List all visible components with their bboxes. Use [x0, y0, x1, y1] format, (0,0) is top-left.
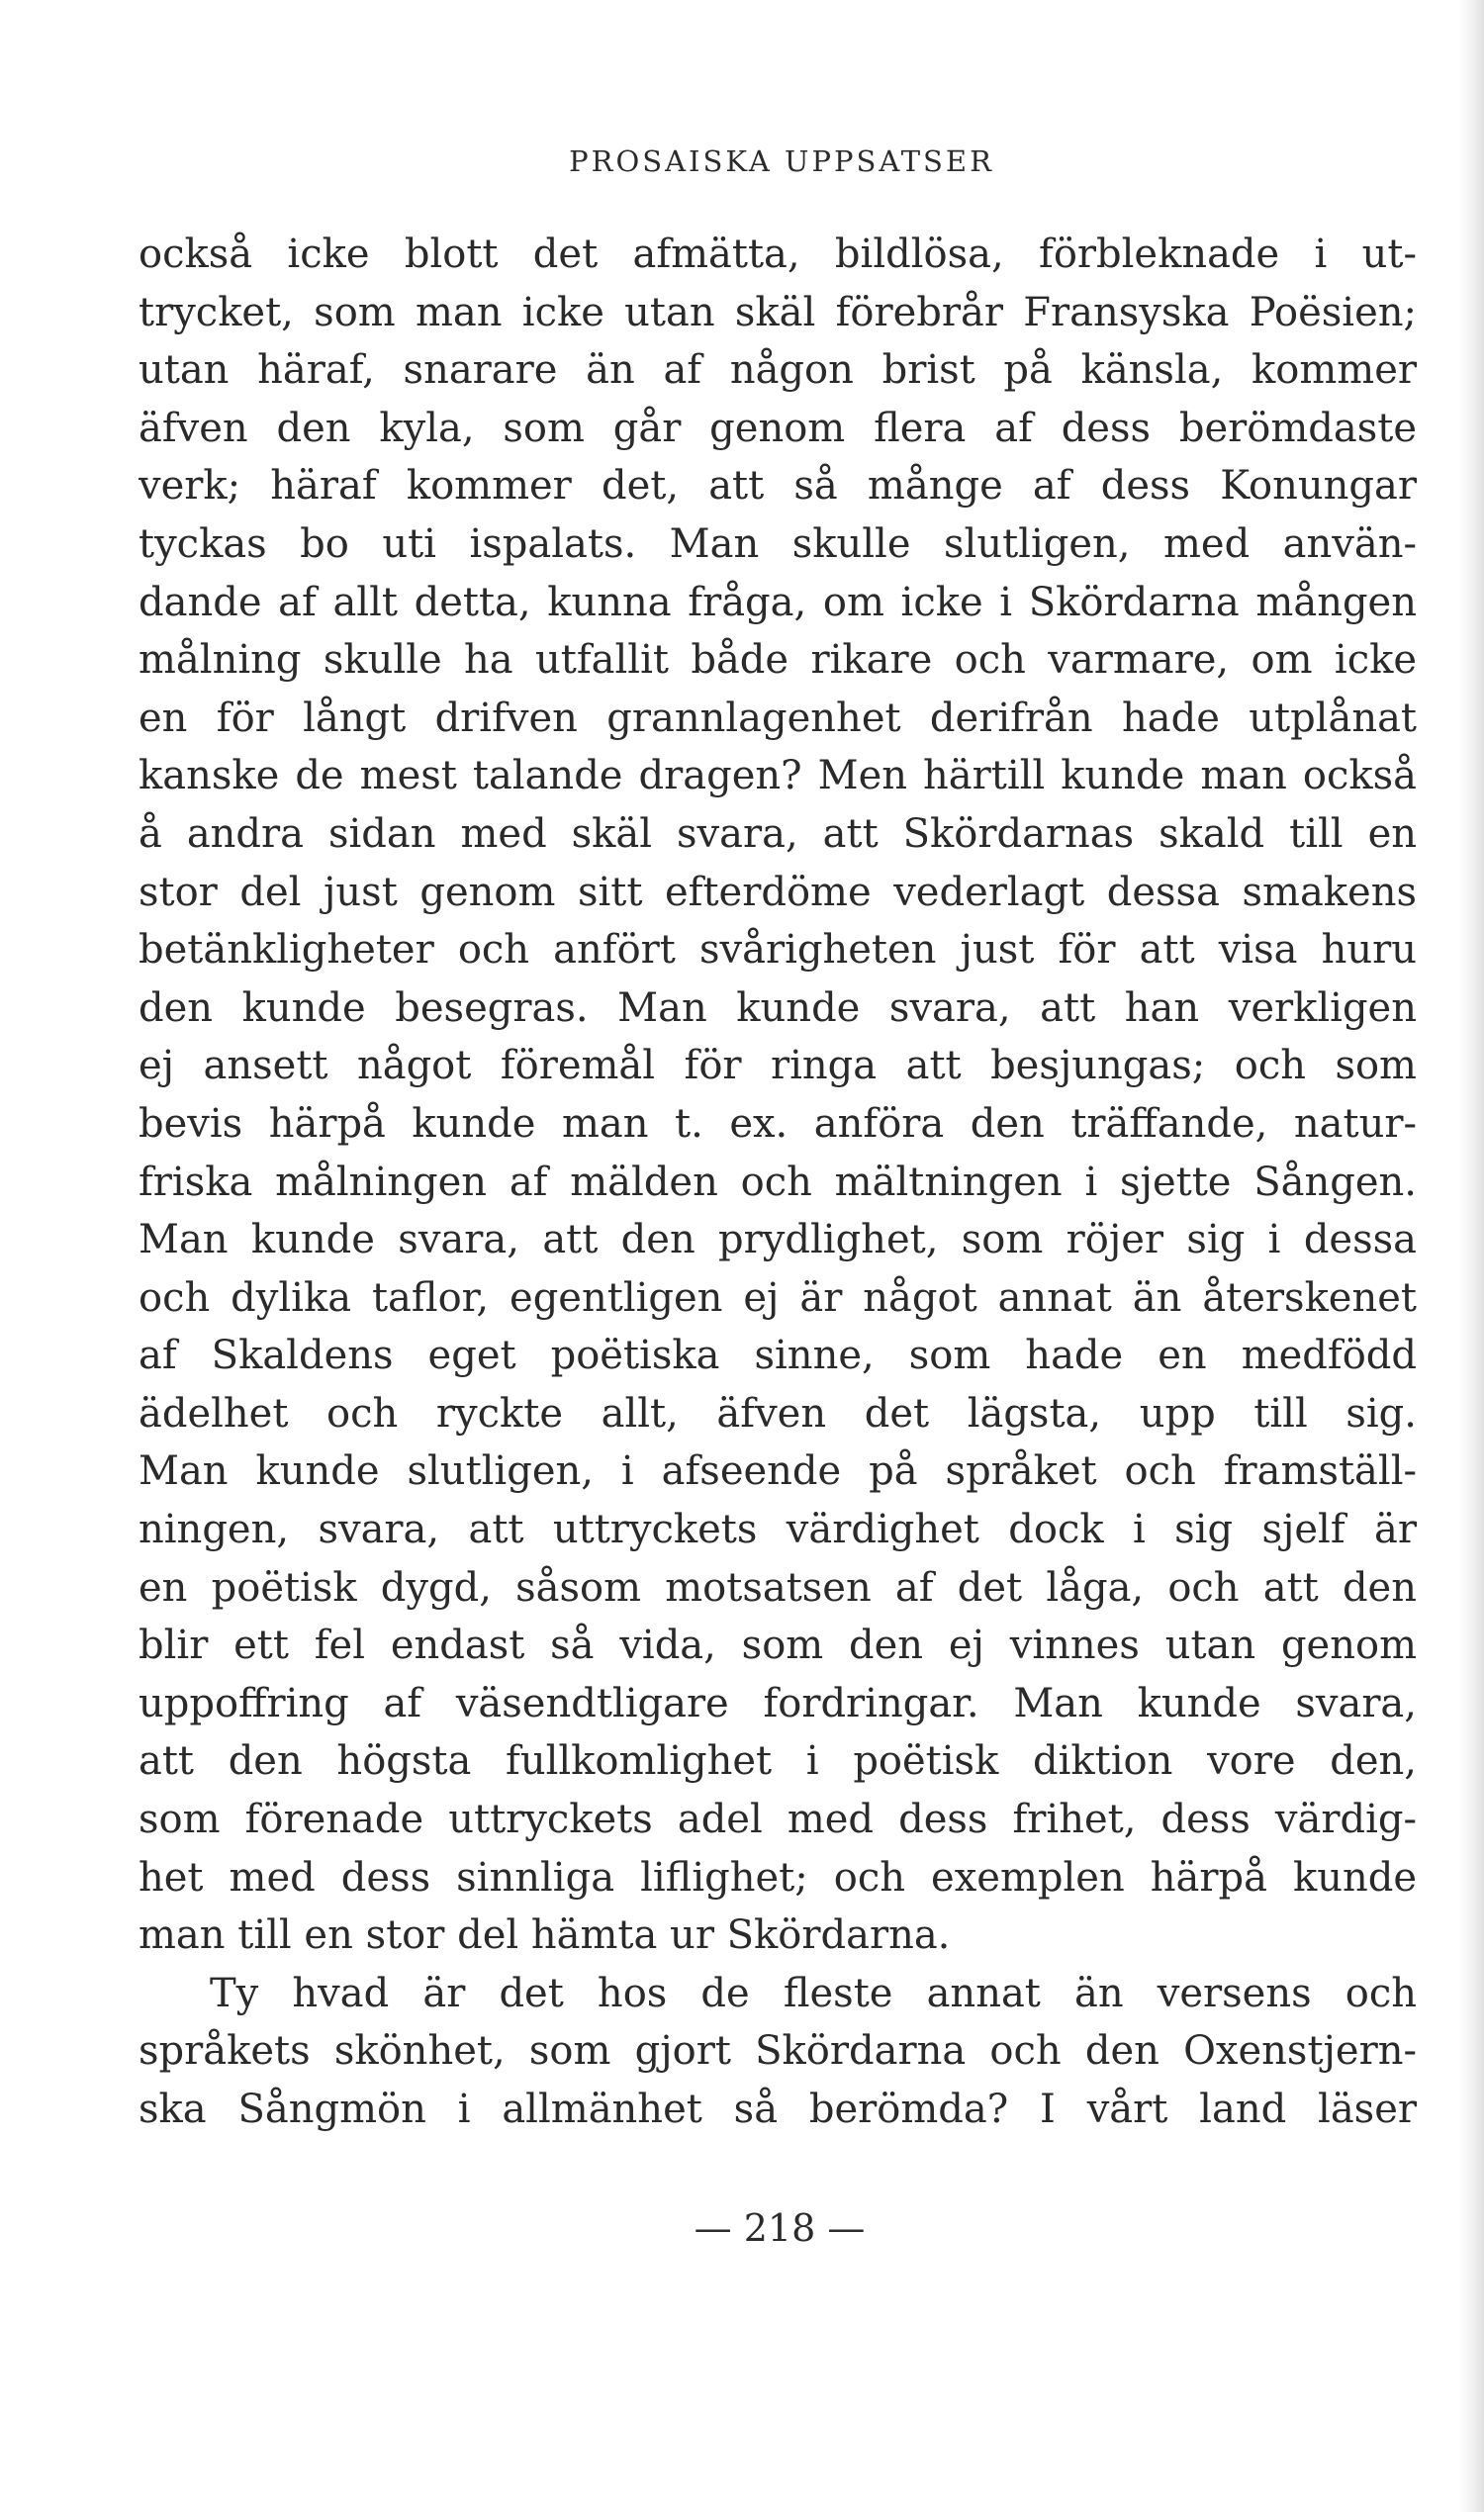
text-line: af Skaldens eget poëtiska sinne, som hade en medfödd [139, 1333, 1417, 1379]
text-line: Man kunde slutligen, i afseende på språket och framställ- [139, 1448, 1417, 1495]
running-head: PROSAISKA UPPSATSER [569, 144, 994, 178]
page-edge-shadow [1458, 0, 1484, 2512]
text-line: Man kunde svara, att den prydlighet, som röjer sig i dessa [139, 1217, 1417, 1263]
text-line: blir ett fel endast så vida, som den ej vinnes utan genom [139, 1623, 1417, 1669]
text-line: Ty hvad är det hos de fleste annat än versens och [210, 1970, 1417, 2016]
text-line: man till en stor del hämta ur Skördarna. [139, 1912, 951, 1959]
text-line: målning skulle ha utfallit både rikare och varmare, om icke [139, 637, 1417, 684]
text-line: bevis härpå kunde man t. ex. anföra den träffande, natur- [139, 1100, 1417, 1147]
text-line: friska målningen af mälden och mältningen i sjette Sången. [139, 1159, 1417, 1205]
text-line: trycket, som man icke utan skäl förebrår Fransyska Poësien; [139, 289, 1417, 335]
text-line: kanske de mest talande dragen? Men härtill kunde man också [139, 753, 1417, 799]
text-line: äfven den kyla, som går genom flera af dess berömdaste [139, 405, 1417, 451]
text-line: också icke blott det afmätta, bildlösa, förbleknade i ut- [139, 232, 1417, 277]
text-line: och dylika taflor, egentligen ej är något annat än återskenet [139, 1274, 1417, 1321]
text-line: betänkligheter och anfört svårigheten just för att visa huru [139, 927, 1417, 974]
text-line: ej ansett något föremål för ringa att besjungas; och som [139, 1043, 1417, 1089]
page-number: — 218 — [694, 2206, 866, 2250]
body-text [139, 226, 1417, 2139]
text-line: språkets skönhet, som gjort Skördarna och den Oxenstjern- [139, 2028, 1417, 2075]
text-line: som förenade uttryckets adel med dess frihet, dess värdig- [139, 1797, 1417, 1843]
text-line: en för långt drifven grannlagenhet derifrån hade utplånat [139, 695, 1417, 741]
text-line: verk; häraf kommer det, att så månge af dess Konungar [139, 463, 1417, 510]
text-line: utan häraf, snarare än af någon brist på känsla, kommer [139, 347, 1417, 394]
text-line: het med dess sinnliga liflighet; och exemplen härpå kunde [139, 1854, 1417, 1901]
text-line: en poëtisk dygd, såsom motsatsen af det låga, och att den [139, 1564, 1417, 1611]
text-line: ädelhet och ryckte allt, äfven det lägsta, upp till sig. [139, 1390, 1417, 1437]
text-line: å andra sidan med skäl svara, att Skördarnas skald till en [139, 810, 1417, 857]
text-line: ningen, svara, att uttryckets värdighet dock i sig sjelf är [139, 1507, 1417, 1553]
text-line: den kunde besegras. Man kunde svara, att han verkligen [139, 984, 1417, 1031]
text-line: stor del just genom sitt efterdöme vederlagt dessa smakens [139, 869, 1417, 915]
text-line: ska Sångmön i allmänhet så berömda? I vårt land läser [139, 2087, 1417, 2132]
text-line: dande af allt detta, kunna fråga, om icke i Skördarna mången [139, 579, 1417, 625]
text-line: tyckas bo uti ispalats. Man skulle slutligen, med använ- [139, 520, 1417, 567]
text-line: uppoffring af väsendtligare fordringar. Man kunde svara, [139, 1680, 1417, 1726]
text-line: att den högsta fullkomlighet i poëtisk diktion vore den, [139, 1738, 1417, 1785]
